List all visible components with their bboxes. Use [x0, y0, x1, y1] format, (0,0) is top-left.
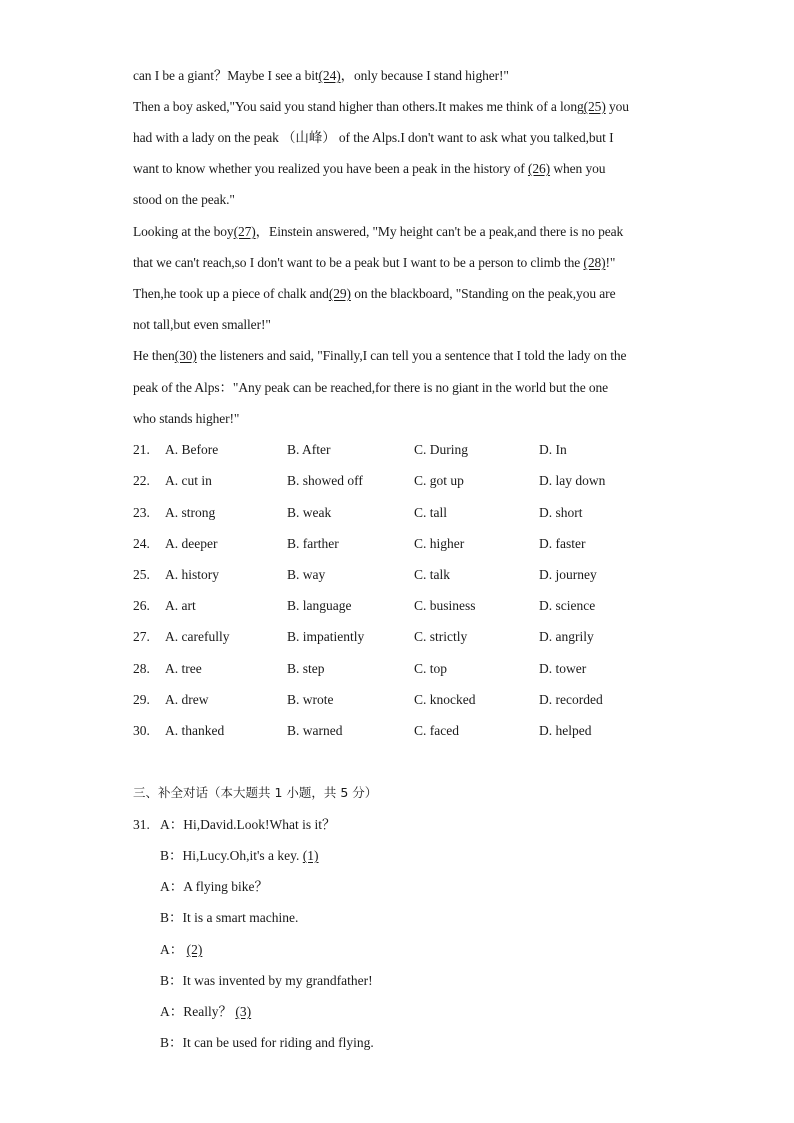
option-d: D. helped	[539, 723, 592, 738]
question-number: 27.	[133, 629, 150, 644]
passage-line	[133, 128, 673, 148]
dialogue-line	[160, 1033, 374, 1053]
text-run: B：Hi,Lucy.Oh,it's a key.	[160, 848, 303, 863]
passage-line	[133, 222, 673, 242]
text-run: the listeners and said, "Finally,I can tell you a sentence that I told the lady on the	[196, 348, 627, 363]
question-number: 21.	[133, 442, 150, 457]
text-run: He then	[133, 348, 175, 363]
question-row	[133, 471, 673, 491]
blank-marker: (27)	[233, 224, 256, 239]
question-number: 30.	[133, 723, 150, 738]
option-c: C. top	[414, 661, 448, 676]
text-run: Then,he took up a piece of chalk and	[133, 286, 329, 301]
option-d: D. short	[539, 505, 583, 520]
option-d: D. In	[539, 442, 567, 457]
passage-line	[133, 284, 673, 304]
passage-line	[133, 346, 673, 366]
option-b: B. farther	[287, 536, 339, 551]
passage-line	[133, 378, 673, 398]
option-a: A. cut in	[165, 473, 212, 488]
question-row	[133, 721, 673, 741]
dialogue-line	[160, 940, 202, 960]
option-d: D. lay down	[539, 473, 606, 488]
blank-marker: (2)	[186, 942, 203, 957]
option-a: A. history	[165, 567, 219, 582]
option-c: C. higher	[414, 536, 465, 551]
passage-line	[133, 190, 673, 210]
question-number: 24.	[133, 536, 150, 551]
option-a: A. deeper	[165, 536, 218, 551]
option-c: C. knocked	[414, 692, 476, 707]
option-b: B. warned	[287, 723, 343, 738]
text-run: Looking at the boy	[133, 224, 234, 239]
option-b: B. impatiently	[287, 629, 365, 644]
option-a: A. drew	[165, 692, 209, 707]
section-3-heading: 三、补全对话（本大题共 1 小题，共 5 分）	[133, 785, 378, 800]
text-run: stood on the peak."	[133, 192, 235, 207]
blank-marker: (30)	[174, 348, 197, 363]
question-row	[133, 627, 673, 647]
option-b: B. showed off	[287, 473, 363, 488]
dialogue-line	[160, 1002, 251, 1022]
text-run: A：	[160, 942, 187, 957]
option-a: A. carefully	[165, 629, 230, 644]
dialogue-line	[160, 846, 319, 866]
passage-line	[133, 159, 673, 179]
text-run: B：It is a smart machine.	[160, 910, 299, 925]
option-b: B. weak	[287, 505, 332, 520]
option-d: D. recorded	[539, 692, 603, 707]
text-run: you	[605, 99, 629, 114]
text-run: A：Really？	[160, 1004, 236, 1019]
text-run: that we can't reach,so I don't want to be a peak but I want to be a person to climb the	[133, 255, 584, 270]
option-d: D. angrily	[539, 629, 594, 644]
question-number: 26.	[133, 598, 150, 613]
text-run: ，only because I stand higher!"	[340, 68, 509, 83]
option-c: C. talk	[414, 567, 450, 582]
passage-line	[133, 66, 673, 86]
dialogue-line	[160, 908, 298, 928]
blank-marker: (25)	[583, 99, 606, 114]
question-number: 31.	[133, 817, 150, 832]
text-run: when you	[550, 161, 606, 176]
text-run: B：It was invented by my grandfather!	[160, 973, 373, 988]
blank-marker: (26)	[527, 161, 551, 176]
question-number: 23.	[133, 505, 150, 520]
question-number: 28.	[133, 661, 150, 676]
text-run: not tall,but even smaller!"	[133, 317, 271, 332]
option-a: A. art	[165, 598, 196, 613]
question-row	[133, 690, 673, 710]
option-b: B. wrote	[287, 692, 334, 707]
option-d: D. faster	[539, 536, 586, 551]
dialogue-line	[133, 815, 335, 835]
passage-line	[133, 315, 673, 335]
text-run: want to know whether you realized you have been a peak in the history of	[133, 161, 528, 176]
blank-marker: (29)	[328, 286, 351, 301]
dialogue-line	[160, 971, 373, 991]
text-run: can I be a giant？Maybe I see a bit	[133, 68, 319, 83]
blank-marker: (1)	[302, 848, 319, 863]
passage-line	[133, 409, 673, 429]
option-b: B. step	[287, 661, 325, 676]
option-c: C. faced	[414, 723, 459, 738]
option-b: B. way	[287, 567, 326, 582]
text-run: B：It can be used for riding and flying.	[160, 1035, 374, 1050]
text-run: Then a boy asked,"You said you stand higher than others.It makes me think of a long	[133, 99, 584, 114]
option-d: D. science	[539, 598, 596, 613]
dialogue-line	[160, 877, 268, 897]
text-run: A：A flying bike？	[160, 879, 268, 894]
option-c: C. got up	[414, 473, 464, 488]
text-run: ，Einstein answered, "My height can't be a peak,and there is no peak	[255, 224, 624, 239]
question-number: 22.	[133, 473, 150, 488]
text-run: on the blackboard, "Standing on the peak,you are	[350, 286, 616, 301]
blank-marker: (24)	[318, 68, 341, 83]
question-row	[133, 534, 673, 554]
option-b: B. After	[287, 442, 331, 457]
option-c: C. business	[414, 598, 476, 613]
question-number: 29.	[133, 692, 150, 707]
option-c: C. During	[414, 442, 468, 457]
text-run: peak of the Alps："Any peak can be reached,for there is no giant in the world but the one	[133, 380, 609, 395]
passage-line	[133, 97, 673, 117]
question-row	[133, 503, 673, 523]
text-run: who stands higher!"	[133, 411, 240, 426]
option-a: A. strong	[165, 505, 216, 520]
question-row	[133, 659, 673, 679]
question-row	[133, 440, 673, 460]
question-row	[133, 565, 673, 585]
option-c: C. strictly	[414, 629, 468, 644]
option-a: A. Before	[165, 442, 219, 457]
option-a: A. thanked	[165, 723, 225, 738]
option-d: D. journey	[539, 567, 597, 582]
option-c: C. tall	[414, 505, 447, 520]
blank-marker: (3)	[235, 1004, 252, 1019]
text-run: A：Hi,David.Look!What is it？	[160, 817, 336, 832]
text-run: had with a lady on the peak （山峰） of the Alps.I don't want to ask what you talked,but I	[133, 130, 614, 145]
option-d: D. tower	[539, 661, 587, 676]
blank-marker: (28)	[583, 255, 606, 270]
question-row	[133, 596, 673, 616]
option-b: B. language	[287, 598, 352, 613]
option-a: A. tree	[165, 661, 202, 676]
passage-line	[133, 253, 673, 273]
text-run: !"	[605, 255, 616, 270]
question-number: 25.	[133, 567, 150, 582]
